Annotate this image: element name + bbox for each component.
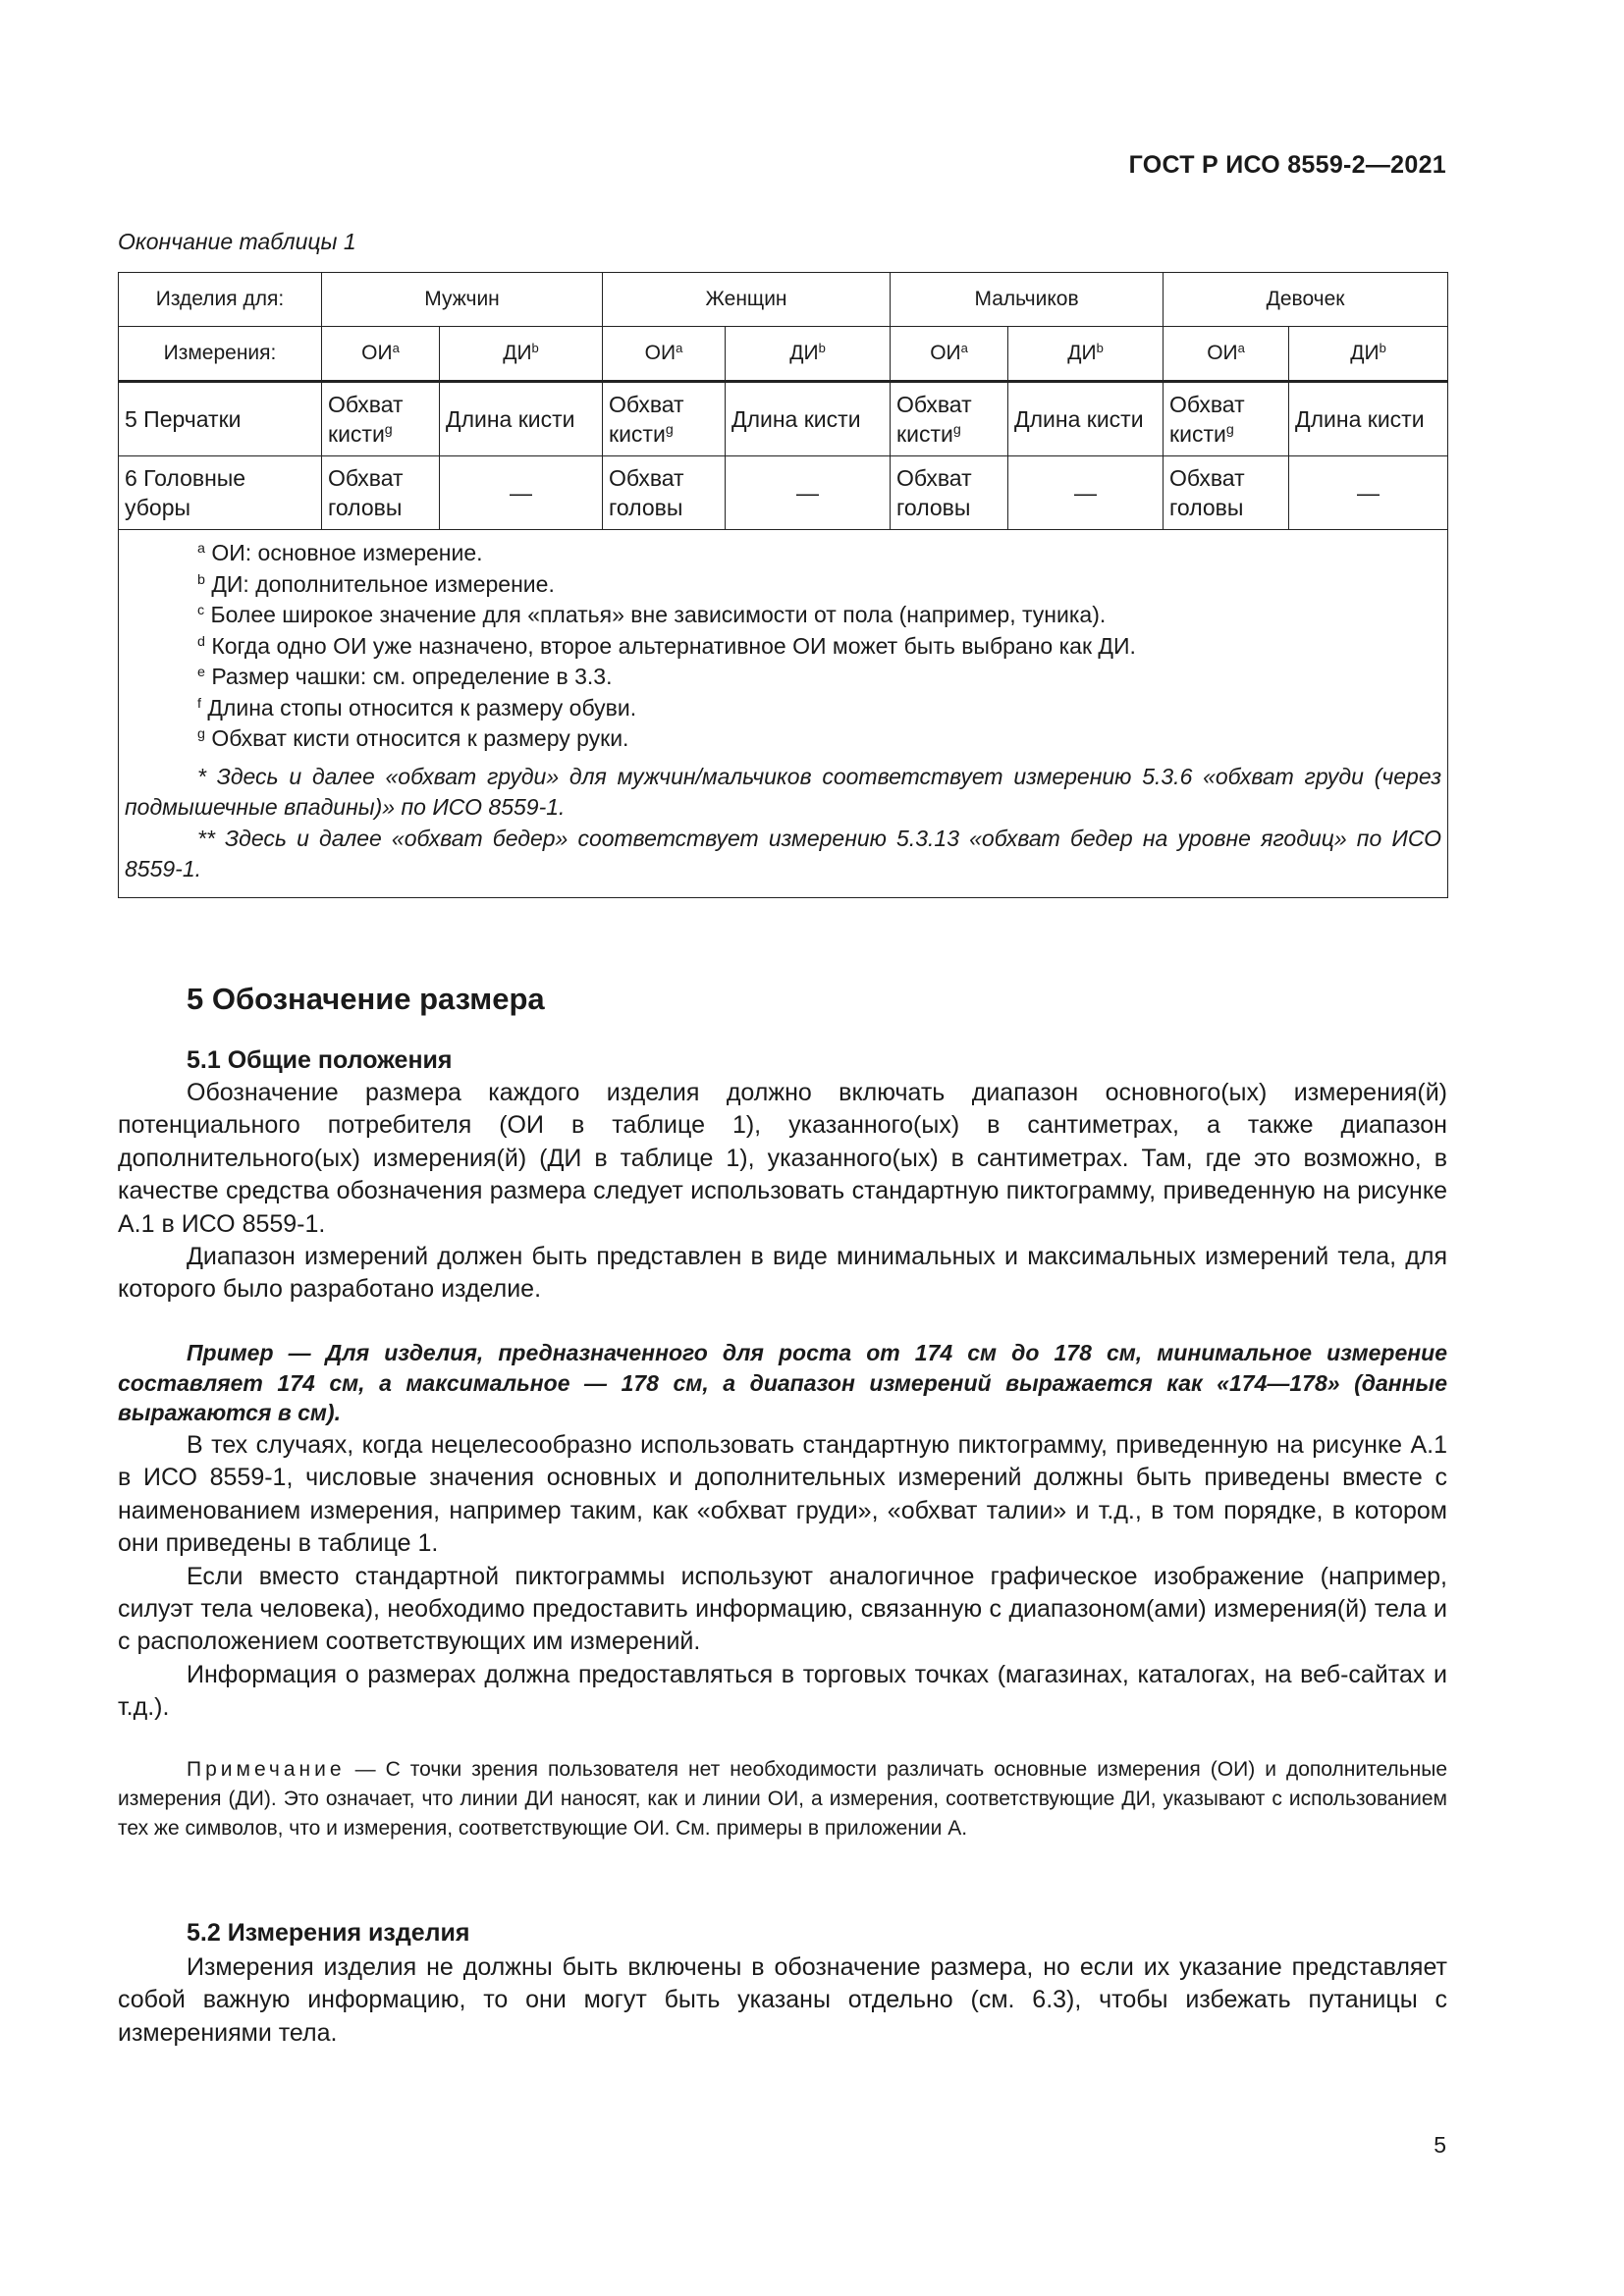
page-number: 5 bbox=[1434, 2132, 1446, 2158]
cell-di: Длина кисти bbox=[726, 382, 891, 456]
table-row bbox=[119, 456, 1448, 530]
footnote: $^a$ ОИ: основное измерение. bbox=[197, 540, 483, 565]
header-di-women: $ДИ^b$ bbox=[726, 327, 891, 382]
cell-di: Длина кисти bbox=[1289, 382, 1448, 456]
paragraph: В тех случаях, когда нецелесообразно использовать стандартную пиктограмму, приведенную на рисунке А.1 в ИСО 8559-1, числовые значения основных и дополнительных измерений должны быть приведены вместе с наименованием измерения, например таким, как «обхват груди», «обхват талии» и т.д., в том порядке, в котором они приведены в таблице 1. bbox=[118, 1431, 1447, 1558]
row-label-gloves: 5 Перчатки bbox=[119, 382, 322, 456]
header-di-boys: $ДИ^b$ bbox=[1008, 327, 1164, 382]
cell-oi: Обхват кисти$^g$ bbox=[603, 382, 726, 456]
footnote: $^f$ Длина стопы относится к размеру обуви. bbox=[197, 694, 637, 721]
header-women: Женщин bbox=[603, 273, 891, 327]
note-text: — С точки зрения пользователя нет необходимости различать основные измерения (ОИ) и дополнительные измерения (ДИ). Это означает, что линии ДИ наносят, как и линии ОИ, а измерения, соответствующие ДИ, указывают с использованием тех же символов, что и измерения, соответствующие ОИ. См. примеры в приложении А. bbox=[118, 1758, 1447, 1840]
table-footnotes bbox=[119, 530, 1448, 898]
cell-di-dash: — bbox=[1008, 456, 1164, 530]
table-footnotes-row bbox=[119, 530, 1448, 898]
footnote: $^g$ Обхват кисти относится к размеру руки. bbox=[197, 725, 629, 751]
paragraph: Обозначение размера каждого изделия должно включать диапазон основного(ых) измерения(й) потенциального потребителя (ОИ в таблице 1), указанного(ых) в сантиметрах, а также диапазон дополнительного(ых) измерения(й) (ДИ в таблице 1), указанного(ых) в сантиметрах. Там, где это возможно, в качестве средства обозначения размера следует использовать стандартную пиктограмму, приведенную на рисунке А.1 в ИСО 8559-1. bbox=[118, 1079, 1447, 1238]
header-di-men: $ДИ^b$ bbox=[440, 327, 603, 382]
table-header-row-products bbox=[119, 273, 1448, 327]
header-oi-men: $ОИ^a$ bbox=[322, 327, 440, 382]
header-oi-girls: $ОИ^a$ bbox=[1164, 327, 1289, 382]
header-di-girls: $ДИ^b$ bbox=[1289, 327, 1448, 382]
cell-di: Длина кисти bbox=[440, 382, 603, 456]
footnote: $^b$ ДИ: дополнительное измерение. bbox=[197, 570, 555, 597]
cell-oi: Обхват головы bbox=[891, 456, 1008, 530]
footnote: $^d$ Когда одно ОИ уже назначено, второе альтернативное ОИ может быть выбрано как ДИ. bbox=[197, 632, 1136, 659]
header-men: Мужчин bbox=[322, 273, 603, 327]
paragraph: Диапазон измерений должен быть представлен в виде минимальных и максимальных измерений тела, для которого было разработано изделие. bbox=[118, 1243, 1447, 1304]
asterisk-note-hips: ** Здесь и далее «обхват бедер» соответствует измерению 5.3.13 «обхват бедер на уровне ягодиц» по ИСО 8559-1. bbox=[125, 825, 1442, 881]
cell-di: Длина кисти bbox=[1008, 382, 1164, 456]
cell-oi: Обхват головы bbox=[322, 456, 440, 530]
paragraph: Если вместо стандартной пиктограммы используют аналогичное графическое изображение (например, силуэт тела человека), необходимо предоставить информацию, связанную с диапазоном(ами) измерения(й) тела и с расположением соответствующих им измерений. bbox=[118, 1562, 1447, 1656]
example-paragraph: Пример — Для изделия, предназначенного для роста от 174 см до 178 см, минимальное измерение составляет 174 см, а максимальное — 178 см, а диапазон измерений выражается как «174—178» (данные выражаются в см). bbox=[118, 1340, 1447, 1425]
table-row bbox=[119, 382, 1448, 456]
section-5-2-text bbox=[118, 1951, 1447, 2050]
paragraph: Измерения изделия не должны быть включены в обозначение размера, но если их указание представляет собой важную информацию, то они могут быть указаны отдельно (см. 6.3), чтобы избежать путаницы с измерениями тела. bbox=[118, 1953, 1447, 2047]
cell-oi: Обхват головы bbox=[603, 456, 726, 530]
cell-oi: Обхват кисти$^g$ bbox=[891, 382, 1008, 456]
asterisk-note-chest: * Здесь и далее «обхват груди» для мужчин/мальчиков соответствует измерению 5.3.6 «обхват груди (через подмышечные впадины)» по ИСО 8559-1. bbox=[125, 763, 1442, 820]
cell-oi: Обхват головы bbox=[1164, 456, 1289, 530]
subsection-title-product-measurements: 5.2 Измерения изделия bbox=[187, 1919, 470, 1947]
table-header-row-measurements bbox=[119, 327, 1448, 382]
cell-oi: Обхват кисти$^g$ bbox=[322, 382, 440, 456]
footnote: $^e$ Размер чашки: см. определение в 3.3. bbox=[197, 664, 613, 689]
cell-di-dash: — bbox=[1289, 456, 1448, 530]
section-title: 5 Обозначение размера bbox=[187, 982, 545, 1016]
row-label-headwear: 6 Головные уборы bbox=[119, 456, 322, 530]
cell-di-dash: — bbox=[726, 456, 891, 530]
header-products-for: Изделия для: bbox=[119, 273, 322, 327]
section-5-1-text-continued bbox=[118, 1429, 1447, 1725]
header-oi-boys: $ОИ^a$ bbox=[891, 327, 1008, 382]
header-measurements: Измерения: bbox=[119, 327, 322, 382]
table-caption: Окончание таблицы 1 bbox=[118, 229, 356, 254]
note-paragraph bbox=[118, 1755, 1447, 1843]
size-measurements-table bbox=[118, 272, 1448, 898]
header-girls: Девочек bbox=[1164, 273, 1448, 327]
document-header-code: ГОСТ Р ИСО 8559-2—2021 bbox=[1128, 151, 1446, 179]
cell-di-dash: — bbox=[440, 456, 603, 530]
section-5-1-text bbox=[118, 1077, 1447, 1307]
subsection-title-general: 5.1 Общие положения bbox=[187, 1046, 453, 1074]
header-oi-women: $ОИ^a$ bbox=[603, 327, 726, 382]
paragraph: Информация о размерах должна предоставляться в торговых точках (магазинах, каталогах, на веб-сайтах и т.д.). bbox=[118, 1660, 1447, 1722]
cell-oi: Обхват кисти$^g$ bbox=[1164, 382, 1289, 456]
header-boys: Мальчиков bbox=[891, 273, 1164, 327]
footnote: $^c$ Более широкое значение для «платья» вне зависимости от пола (например, туника). bbox=[197, 602, 1107, 627]
note-label: Примечание bbox=[187, 1758, 346, 1781]
